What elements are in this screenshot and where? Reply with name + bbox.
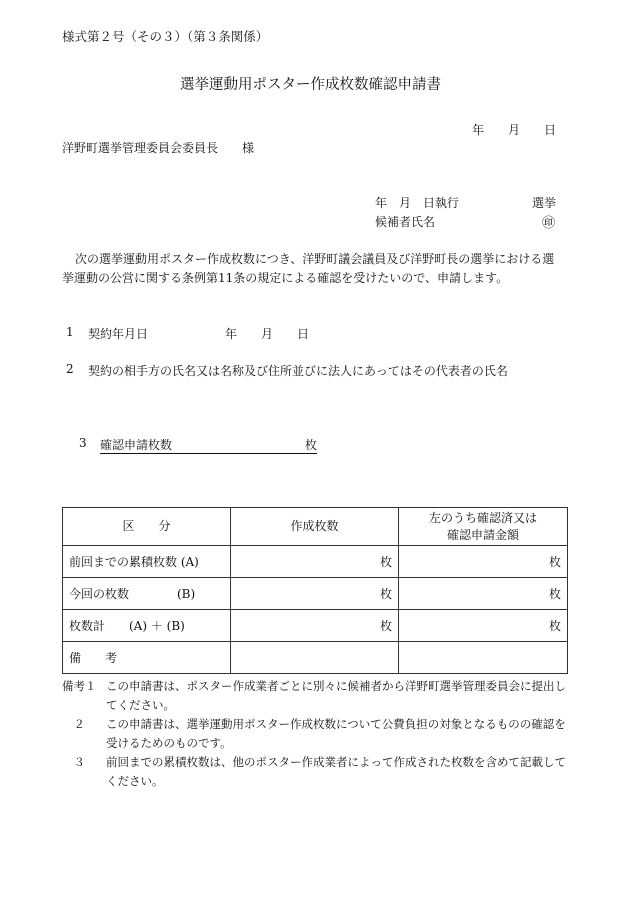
form-id: 様式第２号（その３）（第３条関係） <box>62 29 269 44</box>
note-text: 前回までの累積枚数は、他のポスター作成業者によって作成された枚数を含めて記載してください。 <box>106 755 566 788</box>
table-row <box>63 546 568 578</box>
row-cell-confirmed: 枚 <box>399 546 568 578</box>
item2-number: 2 <box>66 362 74 376</box>
notes <box>62 677 572 791</box>
addressee: 洋野町選挙管理委員会委員長 様 <box>62 141 255 155</box>
page-title: 選挙運動用ポスター作成枚数確認申請書 <box>180 77 441 93</box>
note-text: この申請書は、ポスター作成業者ごとに別々に候補者から洋野町選挙管理委員会に提出してください。 <box>106 679 566 712</box>
row-cell-created: 枚 <box>231 578 399 610</box>
election-suffix: 選挙 <box>532 196 557 210</box>
header-confirmed <box>399 508 568 546</box>
table-row <box>63 610 568 642</box>
item1-date: 年 月 日 <box>225 327 310 341</box>
row-cell-created <box>231 642 399 674</box>
row-cell-confirmed <box>399 642 568 674</box>
row-cell-created: 枚 <box>231 610 399 642</box>
row-label: 今回の枚数 (B) <box>63 578 231 610</box>
body-line-1: 次の選挙運動用ポスター作成枚数につき、洋野町議会議員及び洋野町長の選挙における選 <box>75 252 555 266</box>
row-cell-created: 枚 <box>231 546 399 578</box>
note-label: ２ <box>62 717 85 731</box>
table-row <box>63 642 568 674</box>
election-date-line: 年 月 日執行 <box>375 196 460 210</box>
date-line: 年 月 日 <box>472 123 557 137</box>
body-line-2: 挙運動の公営に関する条例第11条の規定による確認を受けたいので、申請します。 <box>62 271 509 285</box>
row-label: 枚数計 (A) ＋ (B) <box>63 610 231 642</box>
header-created-count: 作成枚数 <box>231 508 399 546</box>
item3-number: 3 <box>79 436 87 450</box>
note-item <box>62 753 572 791</box>
row-cell-confirmed: 枚 <box>399 610 568 642</box>
note-item <box>62 677 572 715</box>
note-text: この申請書は、選挙運動用ポスター作成枚数について公費負担の対象となるものの確認を受けるためのものです。 <box>106 717 566 750</box>
table-row <box>63 578 568 610</box>
note-label: ３ <box>62 755 85 769</box>
item3-field <box>100 436 317 454</box>
note-label: 備考１ <box>62 679 97 693</box>
item1-label: 契約年月日 <box>88 327 149 341</box>
candidate-label: 候補者氏名 <box>375 215 436 229</box>
item1-number: 1 <box>66 325 74 339</box>
row-cell-confirmed: 枚 <box>399 578 568 610</box>
note-item <box>62 715 572 753</box>
item3-label: 確認申請枚数 <box>100 438 173 452</box>
item2-label: 契約の相手方の氏名又は名称及び住所並びに法人にあってはその代表者の氏名 <box>88 364 508 378</box>
row-label: 備 考 <box>63 642 231 674</box>
item3-unit: 枚 <box>304 438 317 452</box>
header-confirmed-line2: 確認申請金額 <box>446 527 519 542</box>
header-category: 区 分 <box>63 508 231 546</box>
seal-mark: ㊞ <box>542 216 556 231</box>
header-confirmed-line1: 左のうち確認済又は <box>428 510 537 525</box>
table-header-row <box>63 508 568 546</box>
count-table <box>62 507 568 674</box>
row-label: 前回までの累積枚数 (A) <box>63 546 231 578</box>
